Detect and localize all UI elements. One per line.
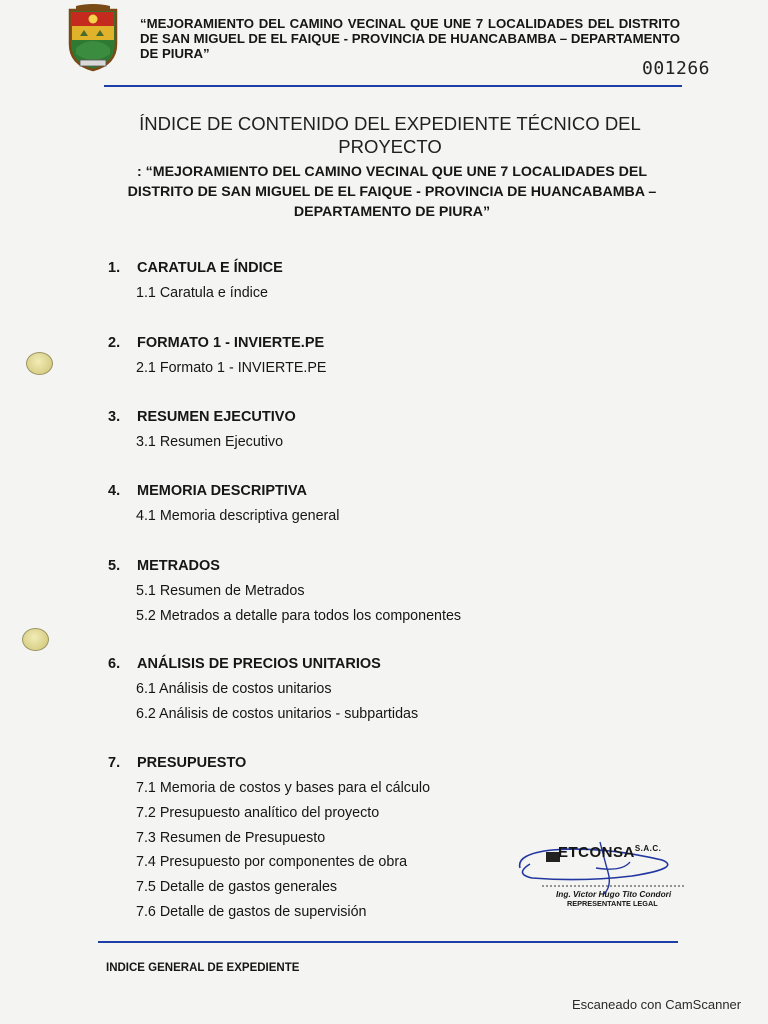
page-number: 001266: [642, 58, 711, 79]
section-metrados: [108, 557, 528, 629]
section-item: 3.1 Resumen Ejecutivo: [136, 434, 284, 450]
section-presupuesto: [108, 754, 528, 925]
section-item: 7.4 Presupuesto por componentes de obra: [136, 854, 408, 871]
section-item: 7.2 Presupuesto analítico del proyecto: [136, 804, 380, 821]
section-item: 7.6 Detalle de gastos de supervisión: [136, 903, 367, 920]
section-title: METRADOS: [137, 558, 220, 574]
section-title: PRESUPUESTO: [137, 755, 247, 771]
section-item: 7.3 Resumen de Presupuesto: [136, 829, 326, 846]
section-number: 2.: [108, 335, 121, 351]
stamp-signer-name: Ing. Victor Hugo Tito Condori: [556, 889, 672, 899]
footer-label: INDICE GENERAL DE EXPEDIENTE: [106, 962, 300, 974]
stamp-company: ETCONSA: [558, 844, 635, 861]
section-title: FORMATO 1 - INVIERTE.PE: [137, 335, 325, 351]
section-item: 7.5 Detalle de gastos generales: [136, 879, 338, 896]
section-item: 5.1 Resumen de Metrados: [136, 583, 305, 599]
section-caratula: [108, 259, 528, 306]
section-item: 6.1 Análisis de costos unitarios: [136, 681, 332, 697]
punch-hole-icon: [26, 352, 53, 375]
document-title-line2: PROYECTO: [338, 136, 442, 157]
section-number: 7.: [108, 755, 121, 771]
section-analisis-precios: [108, 655, 528, 727]
section-number: 3.: [108, 409, 121, 425]
section-number: 5.: [108, 558, 121, 574]
section-item: 4.1 Memoria descriptiva general: [136, 508, 340, 524]
project-name: : “MEJORAMIENTO DEL CAMINO VECINAL QUE UNE 7 LOCALIDADES DEL DISTRITO DE SAN MIGUEL DE EL FAIQUE - PROVINCIA DE HUANCABAMBA – DEPARTAMENTO DE PIURA”: [127, 164, 657, 220]
header-divider: [104, 85, 682, 87]
section-item: 5.2 Metrados a detalle para todos los componentes: [136, 607, 462, 624]
coat-of-arms-logo: [66, 4, 120, 72]
section-number: 4.: [108, 483, 121, 499]
section-item: 1.1 Caratula e índice: [136, 285, 268, 301]
section-title: CARATULA E ÍNDICE: [137, 260, 283, 276]
section-title: RESUMEN EJECUTIVO: [137, 409, 296, 425]
section-formato: [108, 334, 528, 381]
header-project-title: “MEJORAMIENTO DEL CAMINO VECINAL QUE UNE 7 LOCALIDADES DEL DISTRITO DE SAN MIGUEL DE EL FAIQUE - PROVINCIA DE HUANCABAMBA – DEPARTAMENTO DE PIURA”: [140, 16, 680, 61]
document-title-line1: ÍNDICE DE CONTENIDO DEL EXPEDIENTE TÉCNICO DEL: [139, 113, 641, 134]
section-title: ANÁLISIS DE PRECIOS UNITARIOS: [137, 656, 381, 672]
section-item: 2.1 Formato 1 - INVIERTE.PE: [136, 360, 327, 376]
punch-hole-icon: [22, 628, 49, 651]
footer-divider: [98, 941, 678, 943]
stamp-company-name: [558, 844, 661, 861]
company-stamp: [512, 838, 692, 916]
section-title: MEMORIA DESCRIPTIVA: [137, 483, 307, 499]
section-number: 1.: [108, 260, 121, 276]
section-number: 6.: [108, 656, 121, 672]
scanner-watermark: Escaneado con CamScanner: [572, 997, 742, 1012]
section-resumen-ejecutivo: [108, 408, 528, 455]
document-title: [120, 112, 660, 158]
section-memoria: [108, 482, 528, 529]
stamp-signer-role: REPRESENTANTE LEGAL: [567, 899, 658, 908]
section-item: 7.1 Memoria de costos y bases para el cálculo: [136, 780, 431, 796]
section-item: 6.2 Análisis de costos unitarios - subpartidas: [136, 705, 419, 722]
stamp-company-suffix: S.A.C.: [634, 844, 662, 853]
